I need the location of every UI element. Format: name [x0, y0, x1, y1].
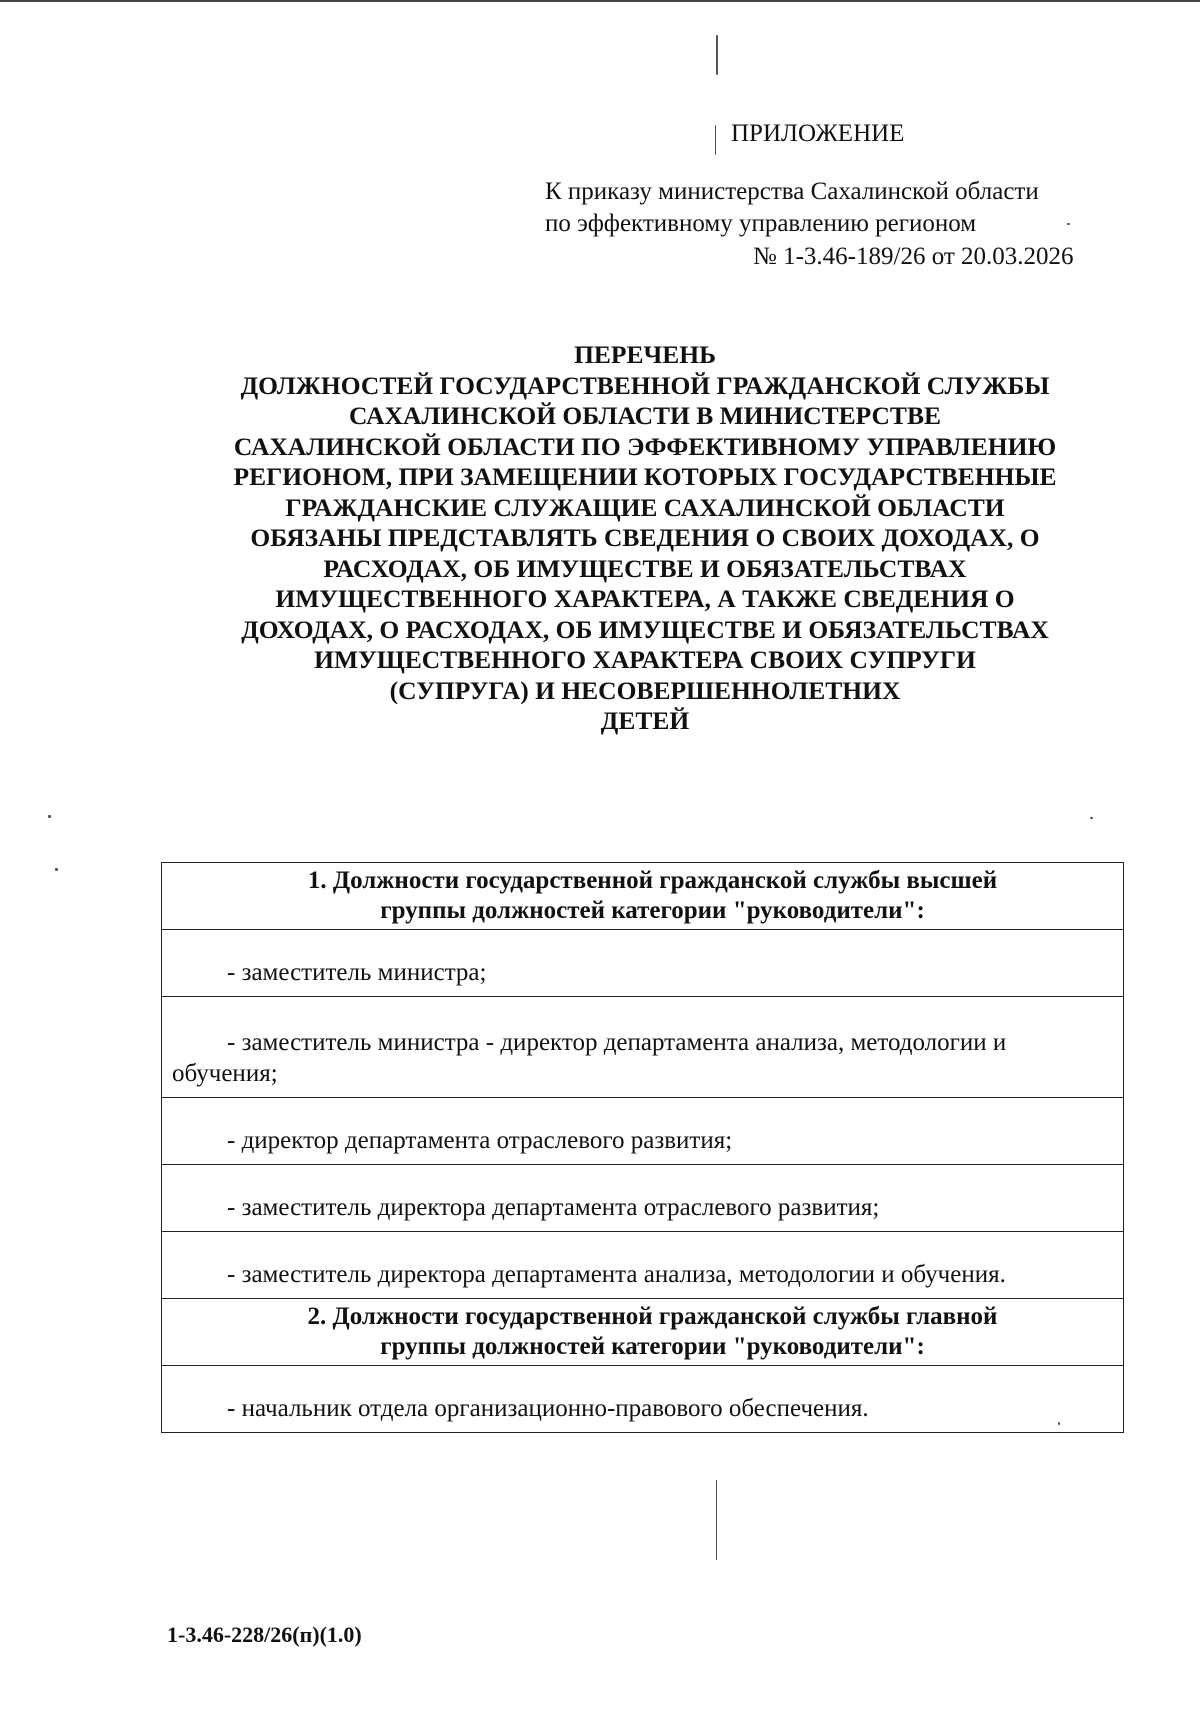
position-item: - начальник отдела организационно-правового обеспечения. — [227, 1395, 869, 1422]
position-item: - заместитель министра; — [227, 959, 487, 986]
group-1-heading — [162, 863, 1124, 930]
title-line: ИМУЩЕСТВЕННОГО ХАРАКТЕРА СВОИХ СУПРУГИ — [314, 645, 976, 674]
scan-artifact — [716, 1480, 717, 1560]
appendix-order-line: К приказу министерства Сахалинской области — [545, 178, 1039, 205]
scan-top-edge — [0, 0, 1200, 2]
table-row — [162, 1165, 1124, 1232]
scan-artifact — [716, 35, 718, 75]
table-row — [162, 863, 1124, 930]
group-2-heading — [162, 1299, 1124, 1366]
scan-artifact — [1090, 817, 1093, 819]
title-line: РАСХОДАХ, ОБ ИМУЩЕСТВЕ И ОБЯЗАТЕЛЬСТВАХ — [323, 553, 967, 583]
title-line: ОБЯЗАНЫ ПРЕДСТАВЛЯТЬ СВЕДЕНИЯ О СВОИХ ДОХОДАХ, О — [250, 523, 1040, 552]
table-row — [162, 1232, 1124, 1299]
document-code: 1-3.46-228/26(п)(1.0) — [167, 1622, 362, 1647]
position-item: - директор департамента отраслевого развития; — [227, 1127, 733, 1154]
group-heading-line: группы должностей категории "руководители": — [380, 897, 925, 924]
position-cell — [162, 1366, 1124, 1433]
position-item: - заместитель директора департамента анализа, методологии и обучения. — [227, 1261, 1006, 1288]
table-row — [162, 1098, 1124, 1165]
appendix-order-number: № 1-3.46-189/26 от 20.03.2026 — [753, 243, 1074, 270]
title-line: САХАЛИНСКОЙ ОБЛАСТИ ПО ЭФФЕКТИВНОМУ УПРАВЛЕНИЮ — [233, 431, 1057, 461]
scan-artifact — [55, 868, 58, 871]
scan-artifact — [48, 815, 51, 818]
group-heading-line: группы должностей категории "руководители": — [380, 1333, 925, 1360]
title-line: ИМУЩЕСТВЕННОГО ХАРАКТЕРА, А ТАКЖЕ СВЕДЕНИЯ О — [275, 584, 1015, 613]
positions-table — [161, 862, 1124, 1433]
title-line: ПЕРЕЧЕНЬ — [574, 340, 716, 369]
position-cell — [162, 1232, 1124, 1299]
title-line: САХАЛИНСКОЙ ОБЛАСТИ В МИНИСТЕРСТВЕ — [349, 401, 941, 430]
position-cell — [162, 997, 1124, 1098]
scan-artifact — [1058, 1422, 1060, 1425]
scan-artifact — [1067, 223, 1070, 225]
position-cell — [162, 1165, 1124, 1232]
title-line: (СУПРУГА) И НЕСОВЕРШЕННОЛЕТНИХ — [389, 675, 901, 705]
title-line: ДОХОДАХ, О РАСХОДАХ, ОБ ИМУЩЕСТВЕ И ОБЯЗАТЕЛЬСТВАХ — [241, 614, 1049, 644]
table-row — [162, 997, 1124, 1098]
group-heading-line: 2. Должности государственной гражданской службы главной — [307, 1303, 998, 1330]
position-item: - заместитель директора департамента отраслевого развития; — [227, 1194, 880, 1221]
document-title — [140, 340, 1150, 737]
table-row — [162, 1299, 1124, 1366]
position-cell — [162, 930, 1124, 997]
title-line: РЕГИОНОМ, ПРИ ЗАМЕЩЕНИИ КОТОРЫХ ГОСУДАРСТВЕННЫЕ — [233, 462, 1057, 491]
group-heading-line: 1. Должности государственной гражданской службы высшей — [307, 867, 998, 894]
appendix-title: ПРИЛОЖЕНИЕ — [731, 120, 905, 147]
appendix-ministry-line: по эффективному управлению регионом — [545, 210, 977, 237]
title-line: ГРАЖДАНСКИЕ СЛУЖАЩИЕ САХАЛИНСКОЙ ОБЛАСТИ — [285, 492, 1005, 522]
table-row — [162, 930, 1124, 997]
table-row — [162, 1366, 1124, 1433]
position-item: - заместитель министра - директор департамента анализа, методологии и обучения; — [172, 1029, 1007, 1087]
scan-artifact — [715, 125, 716, 155]
title-line: ДОЛЖНОСТЕЙ ГОСУДАРСТВЕННОЙ ГРАЖДАНСКОЙ СЛУЖБЫ — [240, 370, 1050, 400]
position-cell — [162, 1098, 1124, 1165]
title-line: ДЕТЕЙ — [600, 706, 690, 735]
